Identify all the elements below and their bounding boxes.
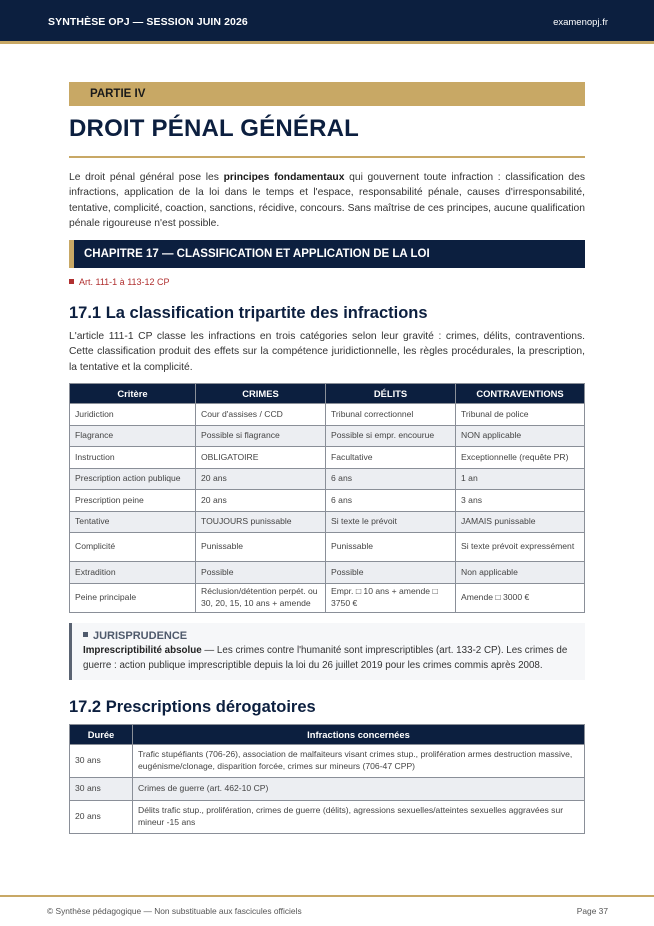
table-row [70,447,585,469]
intro-text-start: Le droit pénal général pose les [69,172,224,183]
page-header [0,0,654,44]
table-cell: Possible [196,562,326,584]
table-row [70,562,585,584]
column-header: Critère [70,384,196,404]
table-cell: Amende □ 3000 € [456,583,585,612]
chapter-reference [69,277,585,287]
table-cell: Empr. □ 10 ans + amende □ 3750 € [326,583,456,612]
jurisprudence-body [83,643,573,673]
table-cell: Punissable [326,533,456,562]
table-cell: Tribunal correctionnel [326,404,456,426]
table-cell: Délits trafic stup., prolifération, crimes de guerre (délits), agressions sexuelles/atteintes sexuelles aggravées sur mineur -15 ans [133,800,585,833]
table-cell: 6 ans [326,468,456,490]
row-label-cell: 30 ans [70,777,133,800]
section-title-17-2: 17.2 Prescriptions dérogatoires [69,697,316,716]
intro-text-end: qui gouvernent toute infraction : classification des infractions, application de la loi dans le temps et l'espace, responsabilité pénale, causes d'irresponsabilité, tentative, complicité, coaction, sanctions, récidive, concours. Sans maîtrise de ces principes, aucune qualification pénale rigoureuse n'est possible. [69,172,585,229]
row-label-cell: 30 ans [70,744,133,777]
footer-disclaimer: © Synthèse pédagogique — Non substituable aux fascicules officiels [47,906,302,916]
section-17-1-text: L'article 111-1 CP classe les infractions en trois catégories selon leur gravité : crimes, délits, contraventions. Cette classification produit des effets sur la compétence juridictionnelle, les règles procédurales, la prescription, la tentative et la complicité. [69,331,585,373]
table-cell: JAMAIS punissable [456,511,585,533]
table-row [70,404,585,426]
prescriptions-table [69,724,585,834]
footer-divider [0,895,654,897]
classification-table [69,383,585,613]
table-row [70,425,585,447]
column-header: Infractions concernées [133,724,585,744]
table-cell: Si texte prévoit expressément [456,533,585,562]
jurisprudence-text: — Les crimes contre l'humanité sont imprescriptibles (art. 133-2 CP). Les crimes de guerre : action publique imprescriptible depuis la loi du 26 juillet 2019 pour les crimes commis après 2008. [83,644,568,671]
row-label-cell: Juridiction [70,404,196,426]
table-cell: NON applicable [456,425,585,447]
header-title: SYNTHÈSE OPJ — SESSION JUIN 2026 [48,16,248,28]
jurisprudence-bold: Imprescriptibilité absolue [83,644,202,656]
table-row [70,744,585,777]
column-header: CRIMES [196,384,326,404]
table-row [70,490,585,512]
jurisprudence-callout [69,623,585,680]
table-cell: 3 ans [456,490,585,512]
intro-paragraph [69,170,585,231]
square-bullet-icon [69,279,74,284]
column-header: CONTRAVENTIONS [456,384,585,404]
table-row [70,533,585,562]
row-label-cell: 20 ans [70,800,133,833]
row-label-cell: Prescription action publique [70,468,196,490]
table-cell: Possible si flagrance [196,425,326,447]
row-label-cell: Peine principale [70,583,196,612]
title-divider [69,156,585,158]
row-label-cell: Tentative [70,511,196,533]
table-row [70,800,585,833]
table-row [70,583,585,612]
table-cell: TOUJOURS punissable [196,511,326,533]
intro-bold: principes fondamentaux [223,172,345,183]
header-site: examenopj.fr [553,17,608,28]
page-content [69,82,585,834]
chapter-heading: CHAPITRE 17 — CLASSIFICATION ET APPLICATION DE LA LOI [69,240,585,268]
part-title: DROIT PÉNAL GÉNÉRAL [69,115,360,142]
part-label: PARTIE IV [69,82,585,106]
table-cell: Non applicable [456,562,585,584]
row-label-cell: Complicité [70,533,196,562]
table-cell: Trafic stupéfiants (706-26), association de malfaiteurs visant crimes stup., prolifération armes destruction massive, eugénisme/clonage, disparition forcée, crimes sur mineurs (706-47 CPP) [133,744,585,777]
table-cell: Cour d'assises / CCD [196,404,326,426]
table-cell: 20 ans [196,468,326,490]
table-cell: 20 ans [196,490,326,512]
table-row [70,777,585,800]
reference-text: Art. 111-1 à 113-12 CP [79,277,170,288]
section-title-17-1: 17.1 La classification tripartite des infractions [69,304,428,323]
row-label-cell: Extradition [70,562,196,584]
table-cell: 6 ans [326,490,456,512]
square-bullet-icon [83,632,88,637]
row-label-cell: Flagrance [70,425,196,447]
table-cell: Réclusion/détention perpét. ou 30, 20, 15, 10 ans + amende [196,583,326,612]
table-header-row [70,724,585,744]
table-cell: Crimes de guerre (art. 462-10 CP) [133,777,585,800]
table-cell: Si texte le prévoit [326,511,456,533]
table-header-row [70,384,585,404]
table-cell: Punissable [196,533,326,562]
table-cell: Possible si empr. encourue [326,425,456,447]
table-cell: Facultative [326,447,456,469]
table-cell: OBLIGATOIRE [196,447,326,469]
jurisprudence-label: JURISPRUDENCE [93,629,188,642]
jurisprudence-heading [83,630,573,642]
column-header: DÉLITS [326,384,456,404]
table-row [70,511,585,533]
table-row [70,468,585,490]
table-cell: Possible [326,562,456,584]
page-number: Page 37 [576,906,608,916]
table-cell: Tribunal de police [456,404,585,426]
table-cell: 1 an [456,468,585,490]
row-label-cell: Instruction [70,447,196,469]
table-cell: Exceptionnelle (requête PR) [456,447,585,469]
row-label-cell: Prescription peine [70,490,196,512]
column-header: Durée [70,724,133,744]
